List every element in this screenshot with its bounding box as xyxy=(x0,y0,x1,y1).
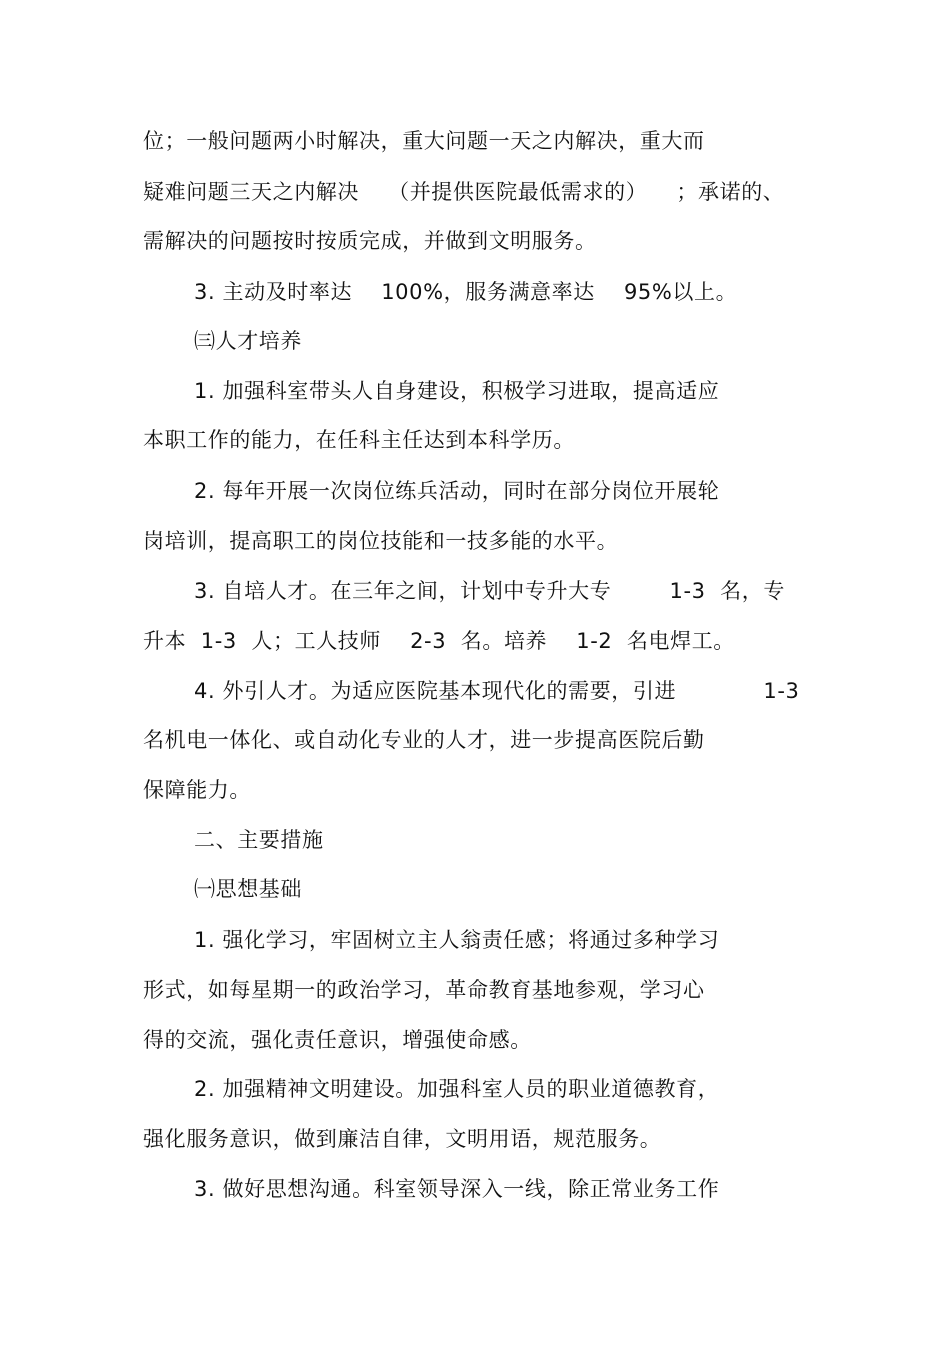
text-line: 3. 主动及时率达 100%，服务满意率达 95%以上。 xyxy=(194,280,738,304)
text-line: 本职工作的能力，在任科主任达到本科学历。 xyxy=(143,428,575,452)
text-line: 保障能力。 xyxy=(143,778,251,802)
text-line: 需解决的问题按时按质完成，并做到文明服务。 xyxy=(143,229,597,253)
text-line: 1. 强化学习，牢固树立主人翁责任感；将通过多种学习 xyxy=(194,928,720,952)
text-line: 位；一般问题两小时解决，重大问题一天之内解决，重大而 xyxy=(143,129,705,153)
text-line: 疑难问题三天之内解决 （并提供医院最低需求的） ；承诺的、 xyxy=(143,180,785,204)
text-line: 2. 加强精神文明建设。加强科室人员的职业道德教育， xyxy=(194,1077,720,1101)
text-line: 3. 自培人才。在三年之间，计划中专升大专 1-3 名，专 xyxy=(194,579,785,603)
text-line: 3. 做好思想沟通。科室领导深入一线，除正常业务工作 xyxy=(194,1177,720,1201)
text-line: 岗培训，提高职工的岗位技能和一技多能的水平。 xyxy=(143,529,619,553)
text-line: 升本 1-3 人；工人技师 2-3 名。培养 1-2 名电焊工。 xyxy=(143,629,735,653)
section-heading: ㈠思想基础 xyxy=(194,877,302,901)
text-line: 形式，如每星期一的政治学习，革命教育基地参观，学习心 xyxy=(143,978,705,1002)
section-heading: 二、主要措施 xyxy=(194,828,324,852)
text-line: 强化服务意识，做到廉洁自律，文明用语，规范服务。 xyxy=(143,1127,662,1151)
text-line: 4. 外引人才。为适应医院基本现代化的需要，引进 1-3 xyxy=(194,679,800,703)
text-line: 名机电一体化、或自动化专业的人才，进一步提高医院后勤 xyxy=(143,728,705,752)
text-line: 2. 每年开展一次岗位练兵活动，同时在部分岗位开展轮 xyxy=(194,479,720,503)
text-line: 1. 加强科室带头人自身建设，积极学习进取，提高适应 xyxy=(194,379,720,403)
section-heading: ㈢人才培养 xyxy=(194,329,302,353)
text-line: 得的交流，强化责任意识，增强使命感。 xyxy=(143,1028,532,1052)
